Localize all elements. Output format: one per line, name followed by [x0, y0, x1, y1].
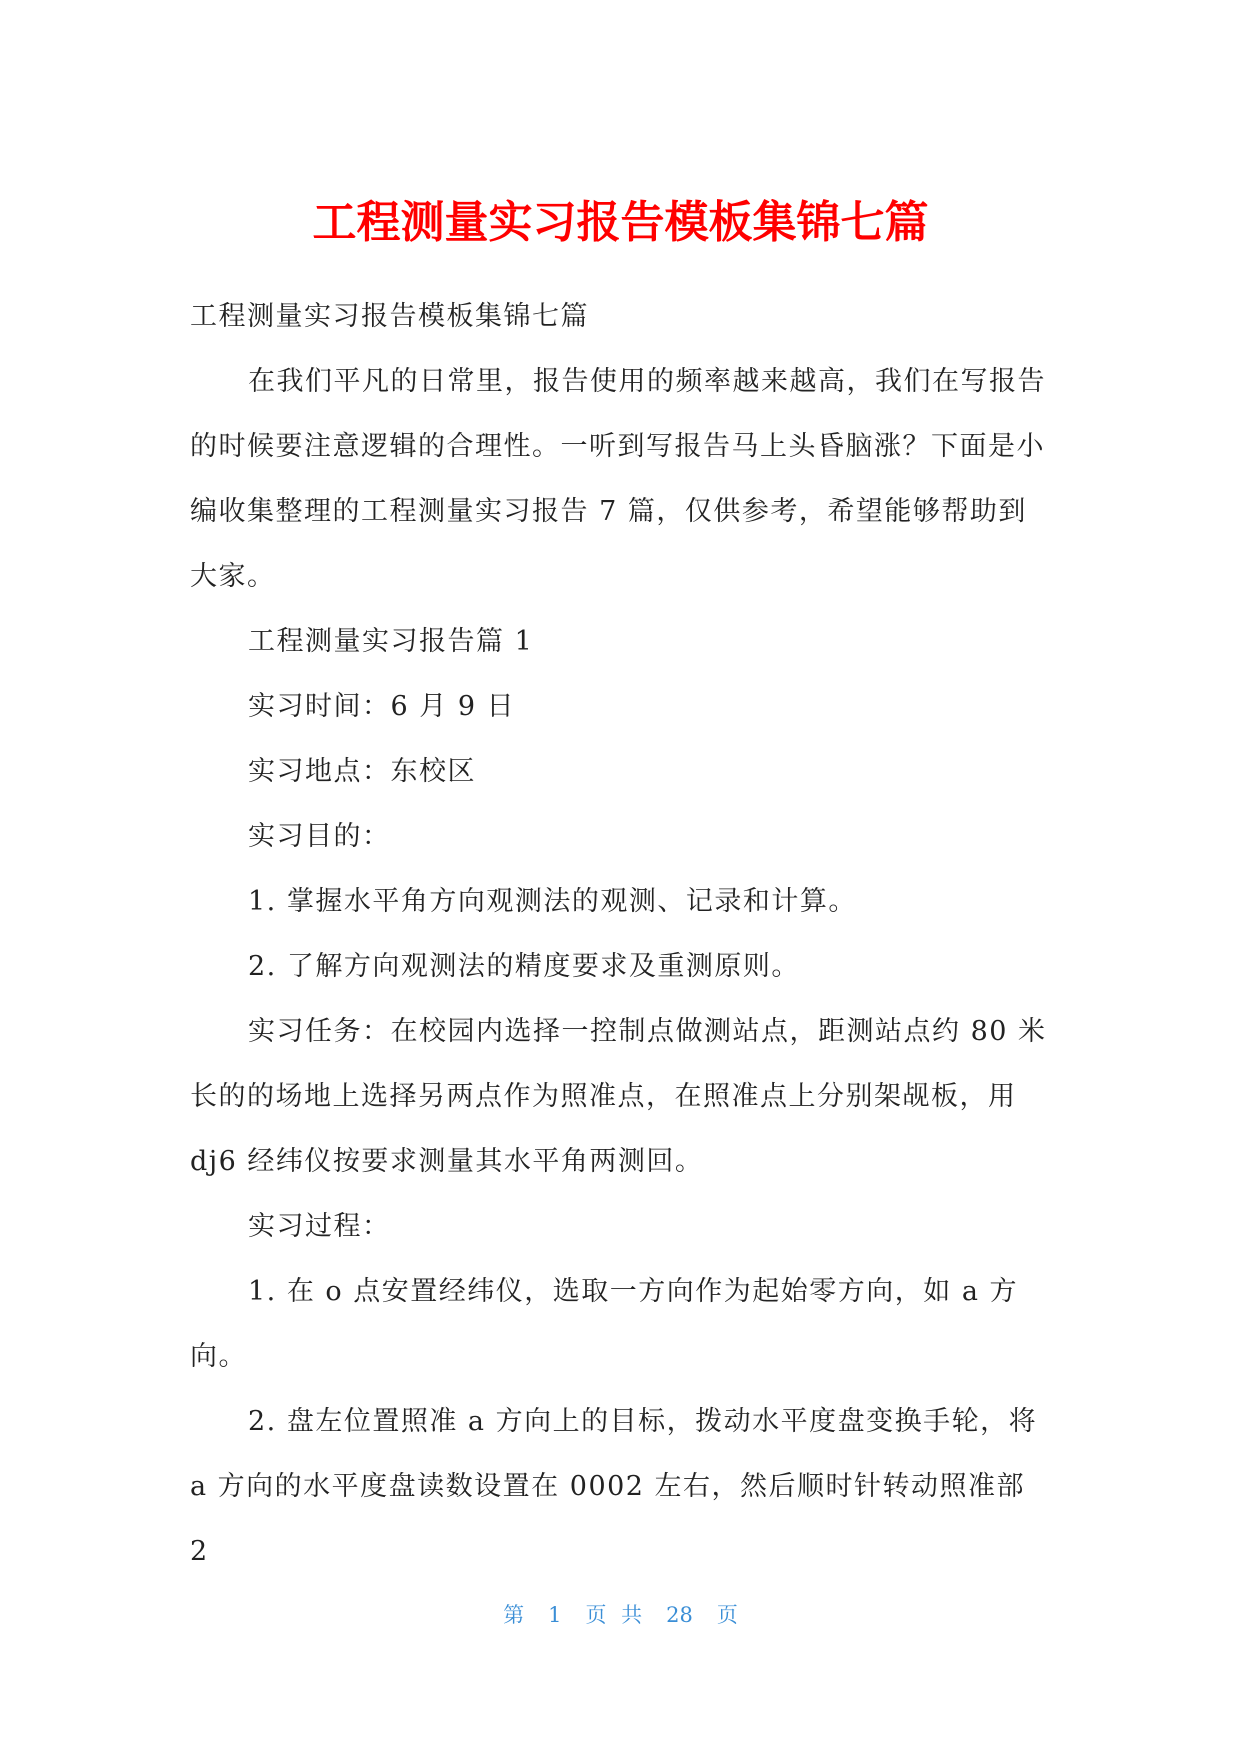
page-footer: [0, 1600, 1241, 1630]
footer-prefix: 第: [503, 1603, 525, 1627]
footer-page-number: 1: [548, 1603, 562, 1627]
document-title: 工程测量实习报告模板集锦七篇: [312, 197, 929, 248]
paragraph: 1. 掌握水平角方向观测法的观测、记录和计算。: [248, 886, 857, 917]
section-heading: 工程测量实习报告篇 1: [248, 626, 534, 657]
paragraph: 1. 在 o 点安置经纬仪，选取一方向作为起始零方向，如 a 方向。: [190, 1276, 1019, 1372]
footer-suffix: 页: [716, 1603, 738, 1627]
paragraph: 实习地点：东校区: [248, 756, 476, 787]
footer-total-pages: 28: [666, 1603, 693, 1627]
paragraph: 实习目的：: [248, 821, 391, 852]
paragraph: 2. 了解方向观测法的精度要求及重测原则。: [248, 951, 800, 982]
paragraph: 实习任务：在校园内选择一控制点做测站点，距测站点约 80 米长的的场地上选择另两点作为照准点，在照准点上分别架觇板，用 dj6 经纬仪按要求测量其水平角两测回。: [190, 1016, 1047, 1177]
paragraph: 实习过程：: [248, 1211, 391, 1242]
paragraph: 在我们平凡的日常里，报告使用的频率越来越高，我们在写报告的时候要注意逻辑的合理性。一听到写报告马上头昏脑涨？下面是小编收集整理的工程测量实习报告 7 篇，仅供参考，希望能够帮助到大家。: [190, 366, 1046, 592]
paragraph: 实习时间：6 月 9 日: [248, 691, 516, 722]
paragraph: 2. 盘左位置照准 a 方向上的目标，拨动水平度盘变换手轮，将 a 方向的水平度盘读数设置在 0002 左右，然后顺时针转动照准部 2: [190, 1406, 1038, 1567]
footer-middle: 页 共: [585, 1603, 643, 1627]
paragraph: 工程测量实习报告模板集锦七篇: [190, 301, 589, 332]
document-body: [190, 284, 1050, 1584]
